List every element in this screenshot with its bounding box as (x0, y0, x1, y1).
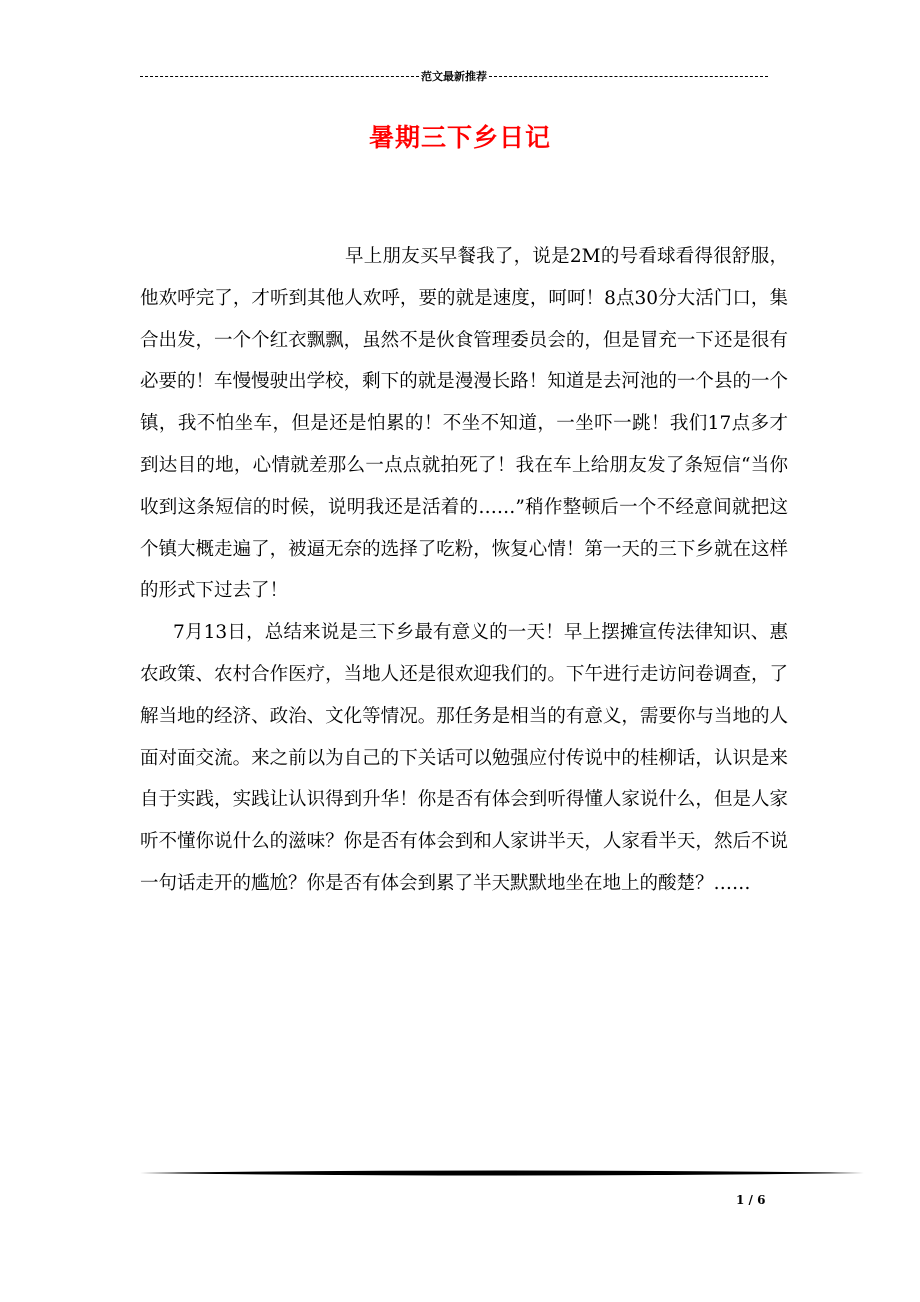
page-number: 1 / 6 (736, 1193, 766, 1207)
paragraph: 7月13日，总结来说是三下乡最有意义的一天！早上摆摊宣传法律知识、惠农政策、农村合作医疗，当地人还是很欢迎我们的。下午进行走访问卷调查，了解当地的经济、政治、文化等情况。那任务是相当的有意义，需要你与当地的人面对面交流。来之前以为自己的下关话可以勉强应付传说中的桂柳话，认识是来自于实践，实践让认识得到升华！你是否有体会到听得懂人家说什么，但是人家听不懂你说什么的滋味？你是否有体会到和人家讲半天，人家看半天，然后不说一句话走开的尴尬？你是否有体会到累了半天默默地坐在地上的酸楚？…… (140, 622, 788, 894)
header-dash-left (140, 76, 419, 77)
header-label: 范文最新推荐 (421, 70, 487, 83)
paragraph: 早上朋友买早餐我了，说是2M的号看球看得很舒服，他欢呼完了，才听到其他人欢呼，要的就是速度，呵呵！8点30分大活门口，集合出发，一个个红衣飘飘，虽然不是伙食管理委员会的，但是冒充一下还是很有必要的！车慢慢驶出学校，剩下的就是漫漫长路！知道是去河池的一个县的一个镇，我不怕坐车，但是还是怕累的！不坐不知道，一坐吓一跳！我们17点多才到达目的地，心情就差那么一点点就拍死了！我在车上给朋友发了条短信“当你收到这条短信的时候，说明我还是活着的……”稍作整顿后一个不经意间就把这个镇大概走遍了，被逼无奈的选择了吃粉，恢复心情！第一天的三下乡就在这样的形式下过去了！ (140, 246, 788, 602)
document-body (140, 236, 788, 905)
document-title: 暑期三下乡日记 (368, 123, 551, 152)
header-dash-right (489, 76, 768, 77)
footer-rule (140, 1169, 864, 1177)
page-header (140, 66, 768, 86)
